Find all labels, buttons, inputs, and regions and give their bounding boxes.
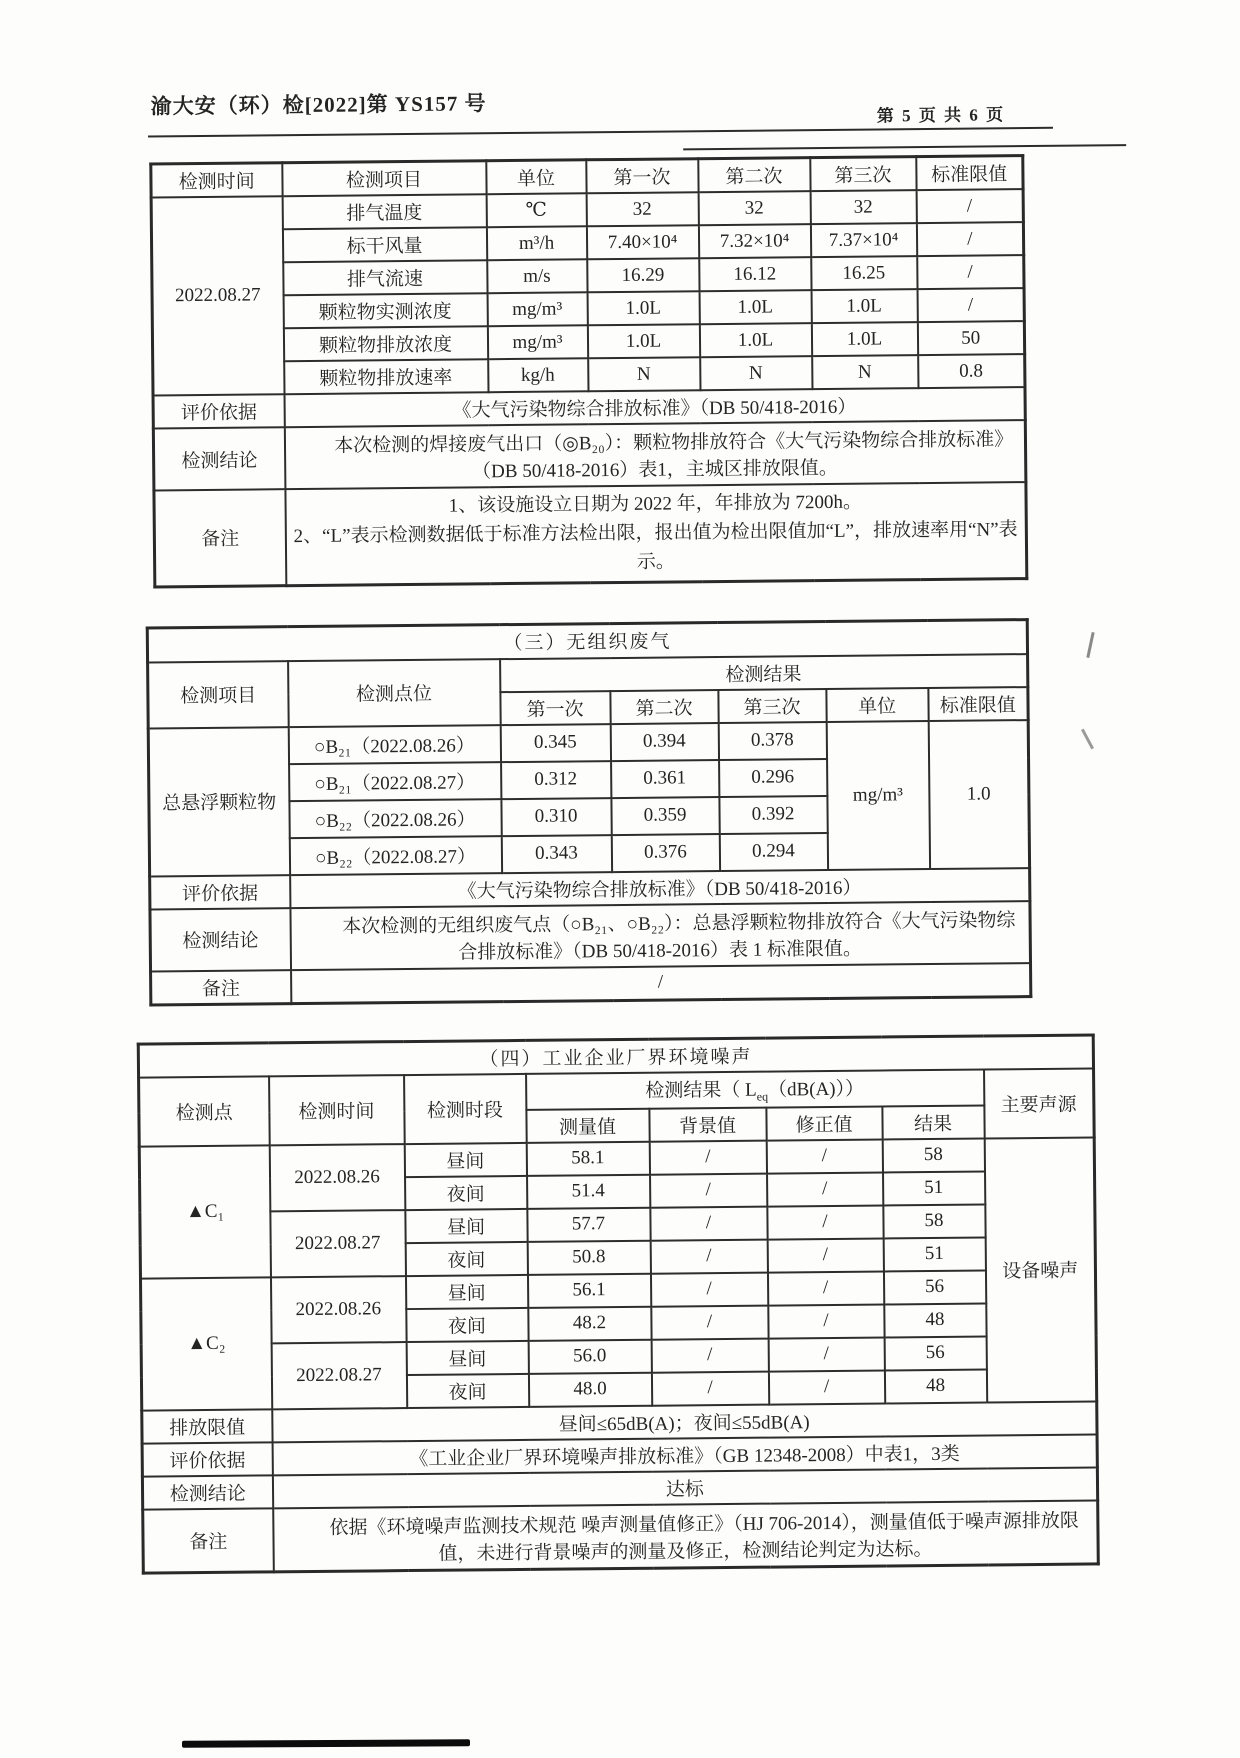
value-cell: 48 xyxy=(884,1303,986,1337)
value-cell: 32 xyxy=(698,191,810,225)
table-title: （四）工业企业厂界环境噪声 xyxy=(138,1035,1093,1078)
value-cell: 50.8 xyxy=(527,1241,650,1275)
value-cell: 56.0 xyxy=(528,1340,651,1374)
value-cell: 1.0L xyxy=(699,290,811,324)
conclusion-text: 本次检测的无组织废气点（○B₂₁、○B₂₂）：总悬浮颗粒物排放符合《大气污染物综合排放标准》（DB 50/418-2016）表 1 标准限值。 xyxy=(290,901,1031,970)
value-cell: 48.2 xyxy=(528,1307,651,1341)
header-cell: 检测时间 xyxy=(151,163,282,198)
page-number: 第 5 页 共 6 页 xyxy=(876,105,1006,126)
header-cell: 修正值 xyxy=(766,1106,882,1140)
table-title: （三）无组织废气 xyxy=(147,620,1027,662)
header-rule-secondary xyxy=(683,144,1126,150)
value-cell: 16.12 xyxy=(699,257,811,291)
value-cell: 56 xyxy=(884,1336,986,1370)
header-cell: 第二次 xyxy=(610,690,718,724)
value-cell: / xyxy=(650,1206,767,1240)
header-cell: 第三次 xyxy=(718,689,826,723)
value-cell: 0.310 xyxy=(501,798,611,836)
value-cell: 7.32×10⁴ xyxy=(698,224,810,258)
result-header-suffix: （dB(A)）） xyxy=(767,1078,865,1101)
conclusion-row xyxy=(153,420,1026,490)
header-cell: 检测点 xyxy=(139,1076,270,1146)
value-cell: N xyxy=(812,355,918,389)
value-cell: / xyxy=(767,1205,883,1239)
value-cell: 32 xyxy=(586,192,698,226)
row-label: 备注 xyxy=(151,970,291,1005)
header-cell: 主要声源 xyxy=(984,1068,1095,1138)
header-cell: 标准限值 xyxy=(928,687,1028,721)
value-cell: 1.0L xyxy=(587,291,699,325)
row-label: 评价依据 xyxy=(150,875,290,909)
value-cell: 0.394 xyxy=(610,723,718,761)
remark-row xyxy=(143,1500,1099,1573)
value-cell: 56 xyxy=(883,1270,985,1304)
period-cell: 夜间 xyxy=(406,1308,528,1342)
value-cell: 0.359 xyxy=(611,797,719,835)
value-cell: 16.29 xyxy=(587,258,699,292)
remark-row xyxy=(154,482,1027,586)
limit-cell: / xyxy=(917,288,1024,322)
date-cell: 2022.08.27 xyxy=(271,1342,407,1409)
header-cell: 单位 xyxy=(826,688,928,722)
boundary-noise-table xyxy=(137,1033,1100,1574)
value-cell: / xyxy=(767,1238,883,1272)
value-cell: 51.4 xyxy=(527,1175,650,1209)
period-cell: 夜间 xyxy=(405,1242,527,1276)
evaluation-basis-text: 《大气污染物综合排放标准》（DB 50/418-2016） xyxy=(284,387,1025,427)
row-label: 备注 xyxy=(154,489,286,586)
unit-cell: m³/h xyxy=(486,226,586,260)
value-cell: / xyxy=(767,1271,883,1305)
date-cell: 2022.08.26 xyxy=(269,1144,405,1211)
item-cell: 颗粒物实测浓度 xyxy=(283,293,487,328)
unit-cell: ℃ xyxy=(486,193,586,227)
value-cell: 7.40×10⁴ xyxy=(586,225,698,259)
item-cell: 标干风量 xyxy=(282,227,486,262)
value-cell: 0.343 xyxy=(501,835,611,873)
row-label: 排放限值 xyxy=(142,1409,272,1443)
value-cell: / xyxy=(766,1139,882,1173)
limit-cell: / xyxy=(916,222,1023,256)
header-cell: 检测项目 xyxy=(282,161,486,196)
remark-row xyxy=(151,963,1031,1005)
item-cell: 排气流速 xyxy=(283,260,487,295)
result-header-subscript: eq xyxy=(756,1089,769,1104)
row-label: 评价依据 xyxy=(153,394,284,428)
noise-source-cell: 设备噪声 xyxy=(984,1137,1097,1402)
value-cell: 1.0L xyxy=(811,322,917,356)
value-cell: 51 xyxy=(883,1237,985,1271)
header-rule xyxy=(148,127,1053,138)
value-cell: 1.0L xyxy=(699,323,811,357)
value-cell: 1.0L xyxy=(811,289,917,323)
period-cell: 昼间 xyxy=(405,1209,527,1243)
header-cell: 第一次 xyxy=(500,691,610,725)
remark-text: / xyxy=(291,963,1031,1004)
period-cell: 昼间 xyxy=(405,1275,527,1309)
unit-cell: mg/m³ xyxy=(487,325,587,359)
limit-cell: / xyxy=(916,189,1023,223)
value-cell: / xyxy=(768,1370,884,1404)
value-cell: 7.37×10⁴ xyxy=(810,223,916,257)
value-cell: / xyxy=(650,1173,767,1207)
item-cell: 总悬浮颗粒物 xyxy=(148,727,289,876)
value-cell: 32 xyxy=(810,190,916,224)
value-cell: 0.312 xyxy=(501,761,611,799)
value-cell: 58.1 xyxy=(526,1142,649,1176)
row-label: 检测结论 xyxy=(150,908,291,971)
site-cell: ○B₂₂（2022.08.26） xyxy=(289,799,501,838)
value-cell: / xyxy=(651,1338,768,1372)
unit-cell: m/s xyxy=(487,259,587,293)
item-cell: 颗粒物排放浓度 xyxy=(283,326,487,361)
site-cell: ○B₂₁（2022.08.27） xyxy=(289,762,501,801)
fugitive-emission-table xyxy=(146,618,1033,1006)
header-cell: 检测结果 xyxy=(500,654,1028,692)
value-cell: 58 xyxy=(882,1138,984,1172)
period-cell: 夜间 xyxy=(406,1374,528,1408)
row-label: 评价依据 xyxy=(142,1442,272,1476)
value-cell: 48.0 xyxy=(528,1373,651,1407)
period-cell: 昼间 xyxy=(404,1143,526,1177)
header-cell: 检测时间 xyxy=(269,1075,405,1145)
value-cell: / xyxy=(649,1140,766,1174)
header-cell: 第二次 xyxy=(698,158,810,193)
limit-cell: / xyxy=(917,255,1024,289)
header-cell-result xyxy=(526,1070,984,1110)
header-cell: 检测点位 xyxy=(288,659,501,727)
point-cell: ▲C₁ xyxy=(139,1145,270,1278)
unit-cell: kg/h xyxy=(488,358,588,392)
header-cell: 标准限值 xyxy=(916,156,1023,191)
date-cell: 2022.08.26 xyxy=(270,1276,406,1343)
exhaust-gas-table xyxy=(149,154,1028,588)
value-cell: 0.296 xyxy=(719,759,827,797)
header-cell: 第三次 xyxy=(810,157,916,192)
period-cell: 夜间 xyxy=(405,1176,527,1210)
report-ref-number: 渝大安（环）检[2022]第 YS157 号 xyxy=(150,91,487,119)
row-label: 备注 xyxy=(143,1508,274,1573)
limit-cell: 0.8 xyxy=(918,354,1025,388)
item-cell: 颗粒物排放速率 xyxy=(284,359,488,394)
value-cell: N xyxy=(588,357,700,391)
site-cell: ○B₂₂（2022.08.27） xyxy=(289,836,501,875)
value-cell: 0.376 xyxy=(611,834,719,872)
value-cell: 0.345 xyxy=(500,724,610,762)
value-cell: 48 xyxy=(884,1369,986,1403)
value-cell: / xyxy=(768,1304,884,1338)
header-cell: 单位 xyxy=(486,160,586,194)
value-cell: 56.1 xyxy=(527,1274,650,1308)
conclusion-row xyxy=(150,901,1031,971)
value-cell: 16.25 xyxy=(811,256,917,290)
value-cell: 0.361 xyxy=(611,760,719,798)
header-cell: 结果 xyxy=(882,1105,984,1139)
header-cell: 第一次 xyxy=(586,159,698,194)
header-cell: 检测项目 xyxy=(148,661,289,728)
value-cell: / xyxy=(650,1272,767,1306)
value-cell: N xyxy=(700,356,812,390)
site-cell: ○B₂₁（2022.08.26） xyxy=(288,725,500,764)
value-cell: 58 xyxy=(883,1204,985,1238)
unit-cell: mg/m³ xyxy=(826,721,929,870)
remark-line: 1、该设施设立日期为 2022 年，年排放为 7200h。 xyxy=(448,491,863,517)
value-cell: 0.392 xyxy=(719,796,827,834)
header-cell: 测量值 xyxy=(526,1109,649,1143)
value-cell: 0.378 xyxy=(718,722,826,760)
item-cell: 排气温度 xyxy=(282,194,486,229)
value-cell: / xyxy=(768,1337,884,1371)
row-label: 检测结论 xyxy=(142,1475,272,1509)
conclusion-text: 达标 xyxy=(272,1467,1097,1508)
table-row xyxy=(148,720,1028,765)
header-cell: 检测时段 xyxy=(404,1074,527,1144)
remark-text: 依据《环境噪声监测技术规范 噪声测量值修正》（HJ 706-2014），测量值低于噪声源排放限值，未进行背景噪声的测量及修正，检测结论判定为达标。 xyxy=(273,1500,1099,1572)
limit-cell: 1.0 xyxy=(928,720,1029,869)
value-cell: / xyxy=(651,1305,768,1339)
date-cell: 2022.08.27 xyxy=(270,1210,406,1277)
emission-limit-text: 昼间≤65dB(A)；夜间≤55dB(A) xyxy=(272,1401,1097,1442)
period-cell: 昼间 xyxy=(406,1341,528,1375)
value-cell: / xyxy=(650,1239,767,1273)
header-cell: 背景值 xyxy=(649,1107,766,1141)
scan-artifact xyxy=(182,1739,470,1748)
evaluation-basis-text: 《工业企业厂界环境噪声排放标准》（GB 12348-2008）中表1，3类 xyxy=(272,1434,1097,1475)
value-cell: 0.294 xyxy=(719,833,827,871)
row-label: 检测结论 xyxy=(153,427,285,490)
result-header-prefix: 检测结果（ L xyxy=(645,1079,757,1102)
evaluation-basis-text: 《大气污染物综合排放标准》（DB 50/418-2016） xyxy=(290,868,1030,908)
value-cell: 51 xyxy=(883,1171,985,1205)
point-cell: ▲C₂ xyxy=(140,1277,271,1410)
remark-line: 2、“L”表示检测数据低于标准方法检出限，报出值为检出限值加“L”，排放速率用“N”表示。 xyxy=(293,519,1018,574)
test-date-cell: 2022.08.27 xyxy=(151,196,284,395)
conclusion-text: 本次检测的焊接废气出口（◎B₂₀）：颗粒物排放符合《大气污染物综合排放标准》（DB 50/418-2016）表1，主城区排放限值。 xyxy=(284,420,1026,489)
value-cell: / xyxy=(767,1172,883,1206)
value-cell: 57.7 xyxy=(527,1208,650,1242)
value-cell: / xyxy=(651,1371,768,1405)
remark-text xyxy=(285,482,1027,585)
limit-cell: 50 xyxy=(917,321,1024,355)
unit-cell: mg/m³ xyxy=(487,292,587,326)
value-cell: 1.0L xyxy=(587,324,699,358)
